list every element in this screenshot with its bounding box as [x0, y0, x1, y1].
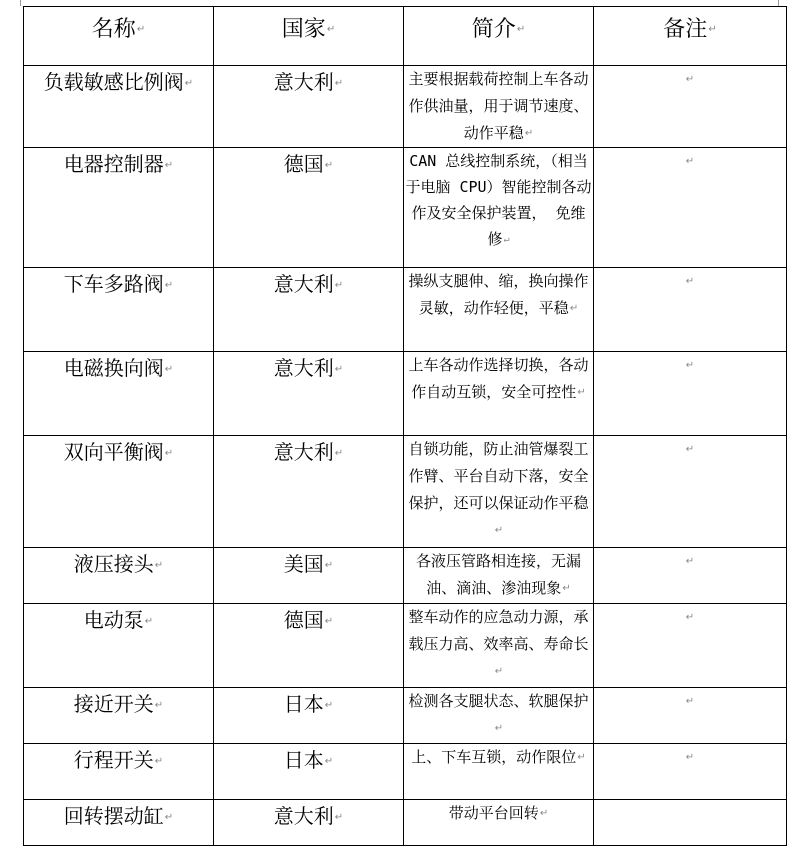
cell-description: CAN 总线控制系统，（相当于电脑 CPU）智能控制各动作及安全保护装置， 免维修↵ [404, 148, 594, 268]
cell-name: 行程开关↵ [24, 744, 214, 800]
cell-description: 操纵支腿伸、缩，换向操作灵敏，动作轻便，平稳↵ [404, 268, 594, 352]
cell-description: 带动平台回转↵ [404, 800, 594, 846]
cell-remarks [594, 800, 787, 846]
cell-country: 德国↵ [214, 148, 404, 268]
cell-name: 双向平衡阀↵ [24, 436, 214, 548]
cell-remarks: ↵ [594, 604, 787, 688]
cell-description: 自锁功能，防止油管爆裂工作臂、平台自动下落，安全保护，还可以保证动作平稳↵ [404, 436, 594, 548]
cell-country: 意大利↵ [214, 352, 404, 436]
table-row [24, 744, 787, 800]
cell-name: 负载敏感比例阀↵ [24, 66, 214, 148]
header-description: 简介↵ [404, 7, 594, 66]
cell-country: 美国↵ [214, 548, 404, 604]
cell-remarks: ↵ [594, 688, 787, 744]
cell-country: 意大利↵ [214, 800, 404, 846]
header-name: 名称↵ [24, 7, 214, 66]
component-table [23, 6, 787, 846]
header-remarks: 备注↵ [594, 7, 787, 66]
table-row [24, 148, 787, 268]
cell-country: 日本↵ [214, 744, 404, 800]
table-row [24, 268, 787, 352]
cell-name: 电器控制器↵ [24, 148, 214, 268]
cell-country: 意大利↵ [214, 268, 404, 352]
table-row [24, 548, 787, 604]
table-row [24, 436, 787, 548]
cell-remarks: ↵ [594, 268, 787, 352]
cell-country: 意大利↵ [214, 436, 404, 548]
cell-name: 下车多路阀↵ [24, 268, 214, 352]
table-header-row [24, 7, 787, 66]
table-row [24, 66, 787, 148]
table-row [24, 688, 787, 744]
cell-description: 主要根据载荷控制上车各动作供油量，用于调节速度、动作平稳↵ [404, 66, 594, 148]
cell-description: 整车动作的应急动力源，承载压力高、效率高、寿命长↵ [404, 604, 594, 688]
cell-description: 上车各动作选择切换，各动作自动互锁，安全可控性↵ [404, 352, 594, 436]
cell-remarks: ↵ [594, 66, 787, 148]
cell-country: 日本↵ [214, 688, 404, 744]
cell-description: 各液压管路相连接，无漏油、滴油、渗油现象↵ [404, 548, 594, 604]
cell-remarks: ↵ [594, 148, 787, 268]
cell-remarks: ↵ [594, 352, 787, 436]
cell-country: 德国↵ [214, 604, 404, 688]
cell-name: 液压接头↵ [24, 548, 214, 604]
table-row [24, 604, 787, 688]
cell-description: 上、下车互锁，动作限位↵ [404, 744, 594, 800]
cell-remarks: ↵ [594, 548, 787, 604]
table-row [24, 352, 787, 436]
cell-remarks: ↵ [594, 436, 787, 548]
cell-name: 电磁换向阀↵ [24, 352, 214, 436]
table-row [24, 800, 787, 846]
header-country: 国家↵ [214, 7, 404, 66]
cell-country: 意大利↵ [214, 66, 404, 148]
cell-name: 电动泵↵ [24, 604, 214, 688]
cell-remarks: ↵ [594, 744, 787, 800]
cell-name: 接近开关↵ [24, 688, 214, 744]
cell-name: 回转摆动缸↵ [24, 800, 214, 846]
cell-description: 检测各支腿状态、软腿保护↵ [404, 688, 594, 744]
